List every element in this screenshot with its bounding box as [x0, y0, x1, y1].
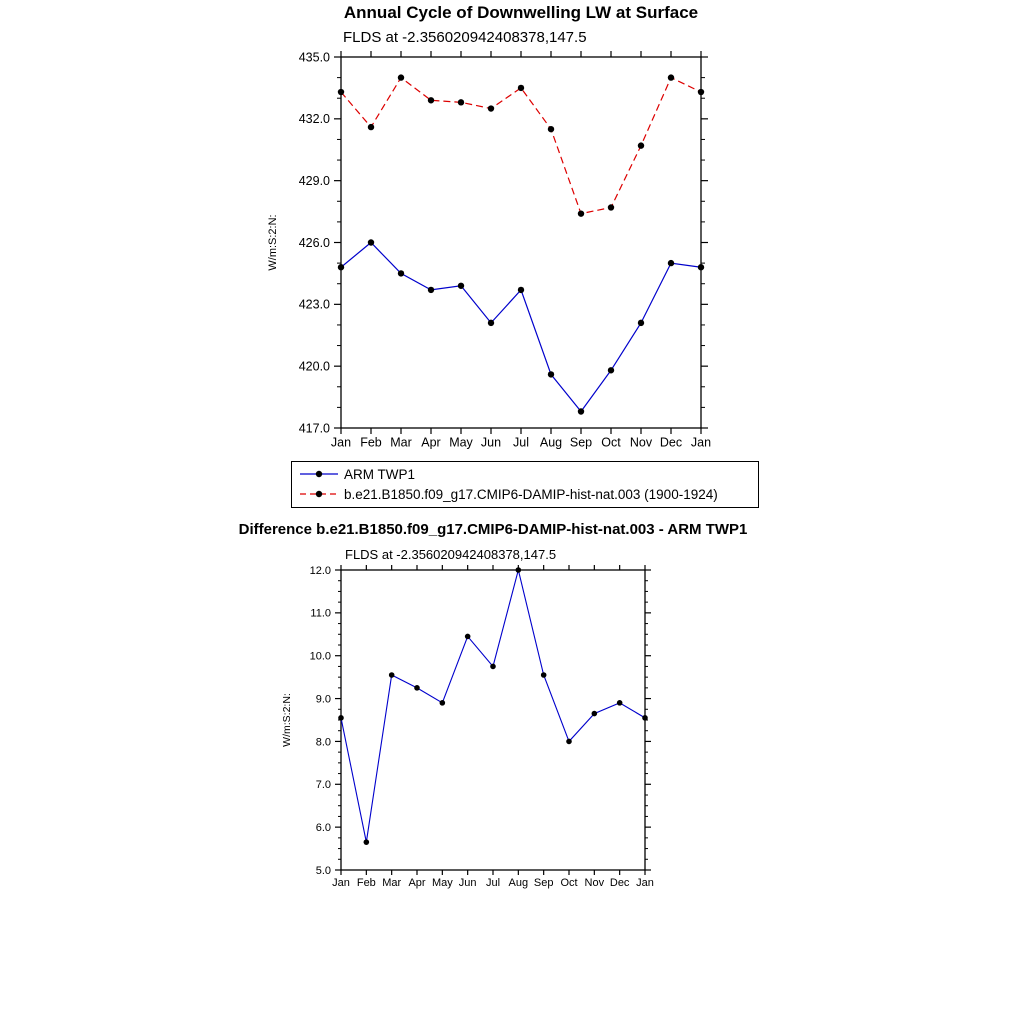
svg-text:Jan: Jan — [690, 435, 712, 450]
svg-text:429.0: 429.0 — [298, 174, 330, 189]
svg-text:Feb: Feb — [360, 435, 382, 450]
difference-plot — [240, 560, 680, 894]
svg-text:May: May — [431, 877, 453, 889]
svg-text:Nov: Nov — [584, 877, 605, 889]
svg-text:11.0: 11.0 — [310, 607, 331, 620]
svg-text:W/m:S:2:N:: W/m:S:2:N: — [267, 214, 279, 271]
svg-text:6.0: 6.0 — [315, 821, 331, 834]
svg-text:Jan: Jan — [332, 877, 350, 889]
svg-text:432.0: 432.0 — [298, 112, 330, 127]
svg-text:Oct: Oct — [601, 435, 621, 450]
svg-text:423.0: 423.0 — [298, 297, 330, 312]
svg-text:8.0: 8.0 — [315, 736, 331, 749]
svg-text:426.0: 426.0 — [298, 235, 330, 250]
chart-2-subtitle: FLDS at -2.356020942408378,147.5 — [345, 547, 557, 562]
annual-cycle-plot — [240, 48, 740, 453]
svg-text:Jul: Jul — [485, 877, 501, 889]
legend-label-arm-twp1: ARM TWP1 — [344, 466, 416, 482]
svg-text:Jun: Jun — [458, 877, 477, 889]
svg-text:May: May — [449, 435, 473, 450]
chart-1-title: Annual Cycle of Downwelling LW at Surface — [343, 3, 699, 22]
svg-text:Aug: Aug — [539, 435, 563, 450]
svg-text:Apr: Apr — [408, 877, 426, 889]
legend-label-model-run: b.e21.B1850.f09_g17.CMIP6-DAMIP-hist-nat.003 (1900-1924) — [344, 486, 718, 502]
svg-text:417.0: 417.0 — [298, 421, 330, 436]
legend-box — [291, 461, 759, 508]
svg-text:Sep: Sep — [533, 877, 554, 889]
svg-text:Jan: Jan — [636, 877, 654, 889]
svg-text:435.0: 435.0 — [298, 50, 330, 65]
svg-text:W/m:S:2:N:: W/m:S:2:N: — [281, 693, 293, 747]
legend-swatch-dashed-line — [298, 486, 340, 502]
svg-text:Mar: Mar — [382, 877, 402, 889]
svg-text:Mar: Mar — [390, 435, 412, 450]
svg-text:Jun: Jun — [480, 435, 502, 450]
chart-1-subtitle: FLDS at -2.356020942408378,147.5 — [343, 29, 587, 46]
legend-item-model-run — [292, 484, 758, 504]
legend-swatch-solid-line — [298, 466, 340, 482]
svg-text:5.0: 5.0 — [315, 864, 331, 877]
svg-text:Dec: Dec — [659, 435, 683, 450]
svg-text:Sep: Sep — [569, 435, 593, 450]
svg-text:Jan: Jan — [330, 435, 352, 450]
svg-text:Nov: Nov — [629, 435, 653, 450]
svg-text:Apr: Apr — [421, 435, 441, 450]
svg-text:7.0: 7.0 — [315, 779, 331, 792]
svg-text:Aug: Aug — [508, 877, 529, 889]
svg-text:Oct: Oct — [560, 877, 578, 889]
svg-text:10.0: 10.0 — [309, 650, 331, 663]
svg-text:Feb: Feb — [356, 877, 376, 889]
svg-text:Jul: Jul — [513, 435, 529, 450]
chart-2-title: Difference b.e21.B1850.f09_g17.CMIP6-DAMIP-hist-nat.003 - ARM TWP1 — [238, 521, 748, 538]
svg-text:Dec: Dec — [609, 877, 630, 889]
svg-text:420.0: 420.0 — [298, 359, 330, 374]
svg-text:9.0: 9.0 — [315, 693, 331, 706]
legend-item-arm-twp1 — [292, 464, 758, 484]
svg-text:12.0: 12.0 — [309, 564, 331, 577]
